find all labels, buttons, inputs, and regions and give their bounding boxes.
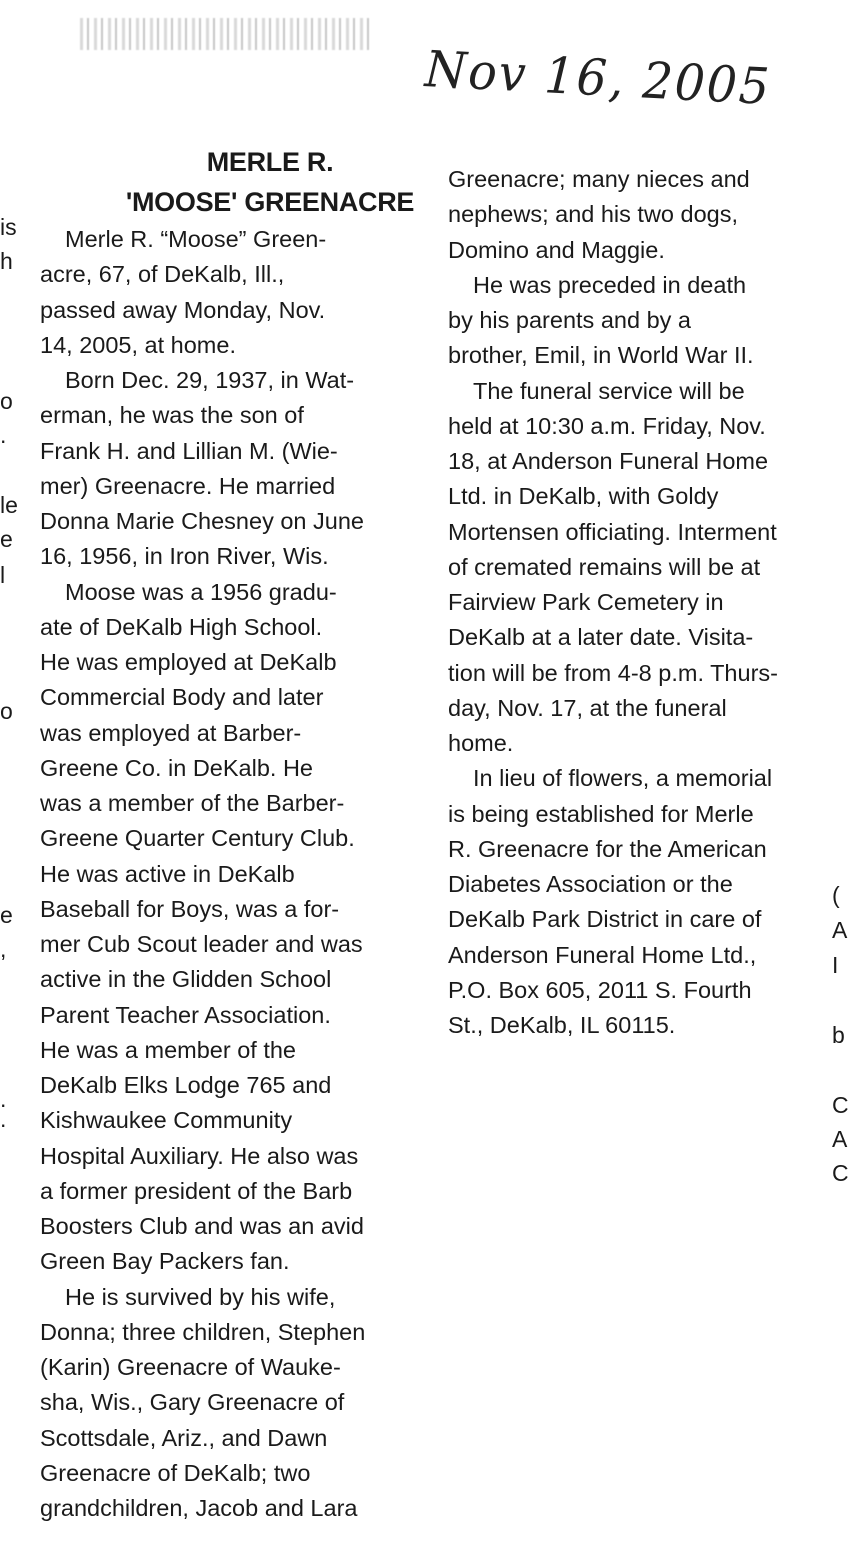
text-line: tion will be from 4-8 p.m. Thurs-	[448, 659, 778, 686]
right-column-fragment: I	[832, 952, 839, 978]
text-line: was employed at Barber-	[40, 719, 302, 746]
right-column-fragment: (	[832, 882, 840, 908]
text-line: Fairview Park Cemetery in	[448, 589, 724, 615]
text-line: Greenacre of DeKalb; two	[40, 1459, 311, 1486]
left-column-fragment: le	[0, 492, 18, 518]
right-column-fragment: C	[832, 1092, 849, 1118]
text-line: In lieu of flowers, a memorial	[473, 765, 773, 792]
text-line: ate of DeKalb High School.	[40, 613, 323, 640]
text-line: home.	[448, 730, 514, 756]
text-line: Green Bay Packers fan.	[40, 1248, 290, 1275]
text-line: DeKalb Park District in care of	[448, 906, 762, 933]
text-line: was a member of the Barber-	[40, 790, 345, 816]
text-line: Kishwaukee Community	[40, 1107, 293, 1134]
text-line: day, Nov. 17, at the funeral	[448, 694, 727, 721]
text-line: sha, Wis., Gary Greenacre of	[40, 1389, 345, 1416]
handwritten-date: Nov 16, 2005	[423, 40, 773, 117]
text-line: Anderson Funeral Home Ltd.,	[448, 941, 757, 968]
text-line: P.O. Box 605, 2011 S. Fourth	[448, 976, 752, 1003]
text-line: Domino and Maggie.	[448, 236, 665, 263]
headline-line-2: 'MOOSE' GREENACRE	[125, 187, 415, 217]
text-line: held at 10:30 a.m. Friday, Nov.	[448, 412, 766, 439]
text-line: 14, 2005, at home.	[40, 331, 236, 358]
text-line: DeKalb at a later date. Visita-	[448, 624, 754, 651]
text-line: He is survived by his wife,	[65, 1283, 336, 1310]
left-column-fragment: e	[0, 526, 13, 552]
text-line: Moose was a 1956 gradu-	[65, 578, 337, 605]
left-column-fragment: o	[0, 388, 13, 414]
text-line: acre, 67, of DeKalb, Ill.,	[40, 261, 285, 288]
left-column-fragment: l	[0, 562, 6, 588]
right-column-fragment: A	[832, 917, 848, 943]
left-column-fragment: .	[0, 1106, 7, 1132]
right-column-fragment: A	[832, 1126, 848, 1152]
left-column-fragment: .	[0, 1086, 7, 1112]
left-column-fragment: o	[0, 698, 13, 724]
text-line: (Karin) Greenacre of Wauke-	[40, 1354, 341, 1380]
text-line: 16, 1956, in Iron River, Wis.	[40, 543, 329, 570]
text-line: Born Dec. 29, 1937, in Wat-	[65, 367, 355, 393]
text-line: of cremated remains will be at	[448, 553, 761, 580]
text-line: Ltd. in DeKalb, with Goldy	[448, 483, 719, 510]
text-line: Scottsdale, Ariz., and Dawn	[40, 1424, 328, 1451]
right-column-fragment: C	[832, 1160, 849, 1186]
right-column-fragment: b	[832, 1022, 845, 1048]
faded-masthead	[80, 18, 370, 50]
text-line: Greene Quarter Century Club.	[40, 825, 355, 852]
text-line: Donna; three children, Stephen	[40, 1318, 366, 1345]
text-line: Merle R. “Moose” Green-	[65, 226, 327, 252]
left-column-fragment: ,	[0, 936, 7, 962]
text-line: He was preceded in death	[473, 271, 747, 298]
text-line: is being established for Merle	[448, 800, 754, 827]
text-line: grandchildren, Jacob and Lara	[40, 1495, 358, 1521]
left-column-fragment: is	[0, 214, 17, 240]
text-line: He was active in DeKalb	[40, 860, 295, 887]
text-line: by his parents and by a	[448, 307, 691, 333]
text-line: Parent Teacher Association.	[40, 1001, 331, 1028]
text-line: brother, Emil, in World War II.	[448, 342, 754, 369]
text-line: erman, he was the son of	[40, 402, 304, 429]
text-line: Commercial Body and later	[40, 684, 324, 711]
text-line: Diabetes Association or the	[448, 871, 733, 897]
text-line: Mortensen officiating. Interment	[448, 518, 777, 545]
text-line: R. Greenacre for the American	[448, 835, 767, 862]
text-line: nephews; and his two dogs,	[448, 201, 739, 228]
text-line: Hospital Auxiliary. He also was	[40, 1142, 359, 1169]
left-column-fragment: .	[0, 422, 7, 448]
left-column-fragment: e	[0, 902, 13, 928]
text-line: mer Cub Scout leader and was	[40, 931, 363, 957]
text-line: The funeral service will be	[473, 377, 745, 404]
text-line: He was employed at DeKalb	[40, 649, 337, 675]
left-column-fragment: h	[0, 248, 13, 274]
text-line: Greenacre; many nieces and	[448, 166, 750, 192]
headline-line-1: MERLE R.	[206, 147, 334, 177]
text-line: Donna Marie Chesney on June	[40, 508, 364, 534]
text-line: Frank H. and Lillian M. (Wie-	[40, 437, 338, 464]
text-line: mer) Greenacre. He married	[40, 472, 336, 499]
text-line: He was a member of the	[40, 1036, 296, 1063]
text-line: 18, at Anderson Funeral Home	[448, 448, 769, 474]
text-line: St., DeKalb, IL 60115.	[448, 1012, 676, 1038]
text-line: DeKalb Elks Lodge 765 and	[40, 1072, 332, 1098]
text-line: Greene Co. in DeKalb. He	[40, 754, 314, 781]
text-line: a former president of the Barb	[40, 1177, 353, 1204]
text-line: Baseball for Boys, was a for-	[40, 895, 340, 922]
text-line: passed away Monday, Nov.	[40, 296, 326, 323]
text-line: Boosters Club and was an avid	[40, 1213, 364, 1239]
text-line: active in the Glidden School	[40, 966, 332, 993]
